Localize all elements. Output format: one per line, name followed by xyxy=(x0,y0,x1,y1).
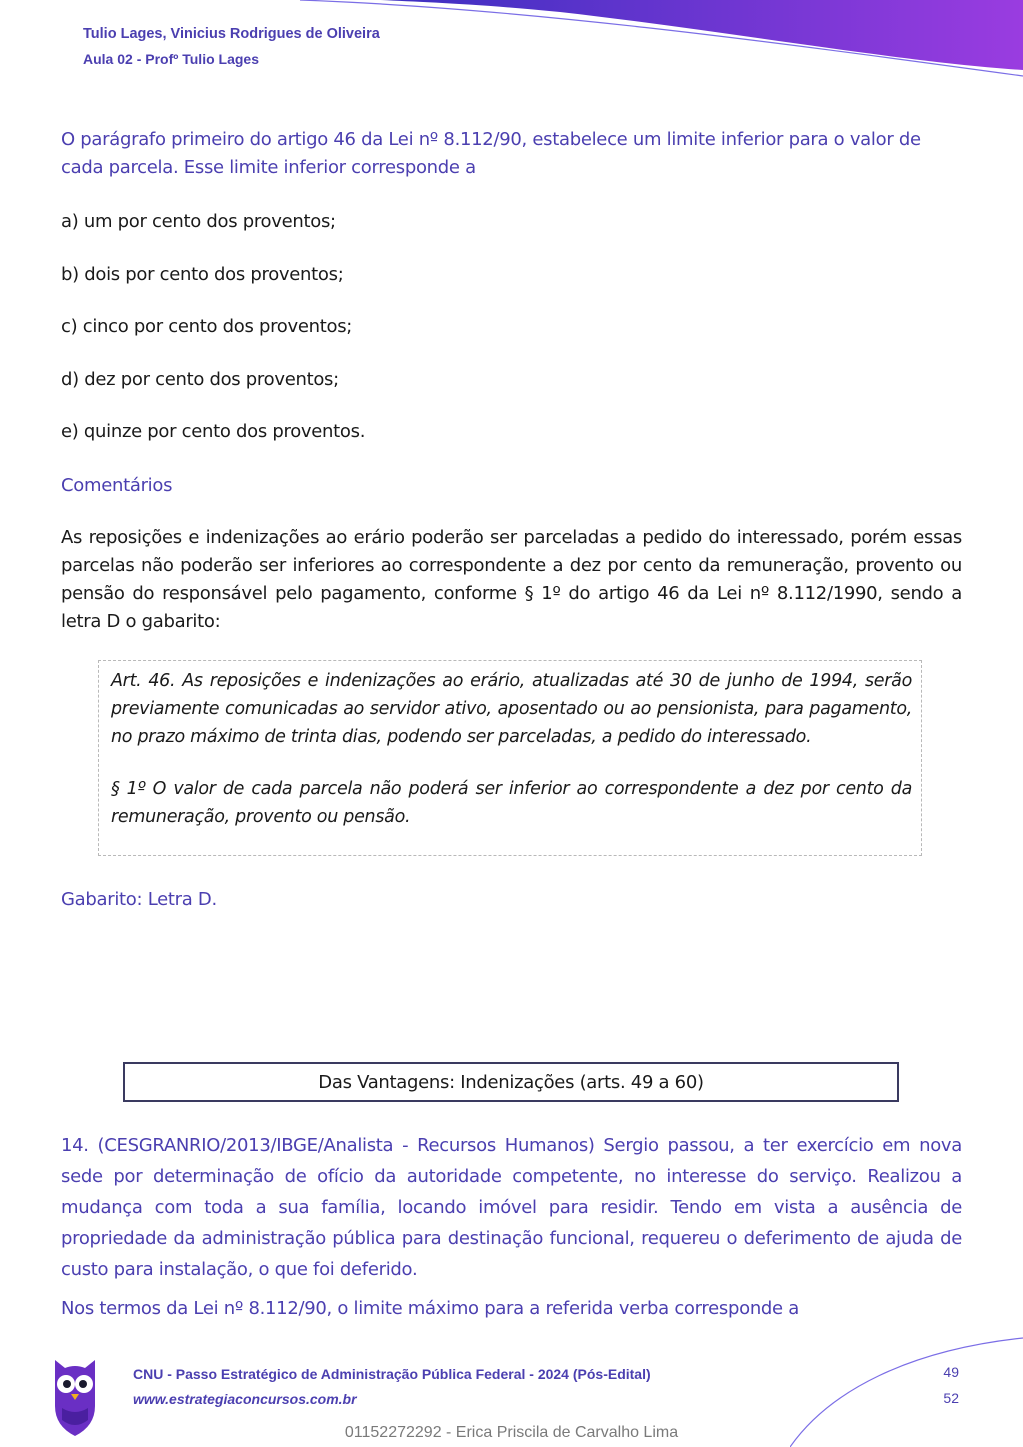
law-quote-article: Art. 46. As reposições e indenizações ao erário, atualizadas até 30 de junho de 1994, serão previamente comunicadas ao servidor ativo, aposentado ou ao pensionista, para pagamento, no prazo máximo de trinta dias, podendo ser parceladas, a pedido do interessado. xyxy=(111,671,912,747)
option-e: e) quinze por cento dos proventos. xyxy=(61,421,366,442)
question-stem: O parágrafo primeiro do artigo 46 da Lei nº 8.112/90, estabelece um limite inferior para o valor de cada parcela. Esse limite inferior corresponde a xyxy=(61,129,921,178)
page-number: 49 xyxy=(943,1364,959,1380)
header-authors: Tulio Lages, Vinicius Rodrigues de Oliveira xyxy=(83,26,380,42)
law-quote-box xyxy=(98,660,922,856)
question-14-prompt: Nos termos da Lei nº 8.112/90, o limite máximo para a referida verba corresponde a xyxy=(61,1298,799,1319)
footer-course-title: CNU - Passo Estratégico de Administração Pública Federal - 2024 (Pós-Edital) xyxy=(133,1366,651,1382)
law-quote-paragraph: § 1º O valor de cada parcela não poderá ser inferior ao correspondente a dez por cento da remuneração, provento ou pensão. xyxy=(111,779,912,827)
section-title-box: Das Vantagens: Indenizações (arts. 49 a 60) xyxy=(123,1062,899,1102)
footer-owner-watermark: 01152272292 - Erica Priscila de Carvalho Lima xyxy=(344,1424,679,1441)
option-c: c) cinco por cento dos proventos; xyxy=(61,316,353,337)
option-a: a) um por cento dos proventos; xyxy=(61,211,336,232)
comment-paragraph: As reposições e indenizações ao erário poderão ser parceladas a pedido do interessado, porém essas parcelas não poderão ser inferiores ao correspondente a dez por cento da remuneração, provento ou pensão do responsável pelo pagamento, conforme § 1º do artigo 46 da Lei nº 8.112/1990, sendo a letra D o gabarito: xyxy=(61,527,962,632)
footer-url-link[interactable]: www.estrategiaconcursos.com.br xyxy=(133,1391,357,1407)
option-d: d) dez por cento dos proventos; xyxy=(61,369,339,390)
question-14-stem: 14. (CESGRANRIO/2013/IBGE/Analista - Recursos Humanos) Sergio passou, a ter exercício em nova sede por determinação de ofício da autoridade competente, no interesse do serviço. Realizou a mudança com toda a sua família, locando imóvel para residir. Tendo em vista a ausência de propriedade da administração pública para destinação funcional, requereu o deferimento de ajuda de custo para instalação, o que foi deferido. xyxy=(61,1135,962,1280)
option-b: b) dois por cento dos proventos; xyxy=(61,264,344,285)
comments-heading: Comentários xyxy=(61,475,173,496)
answer-key: Gabarito: Letra D. xyxy=(61,889,217,910)
page-total: 52 xyxy=(943,1390,959,1406)
header-aula: Aula 02 - Profº Tulio Lages xyxy=(83,51,259,67)
